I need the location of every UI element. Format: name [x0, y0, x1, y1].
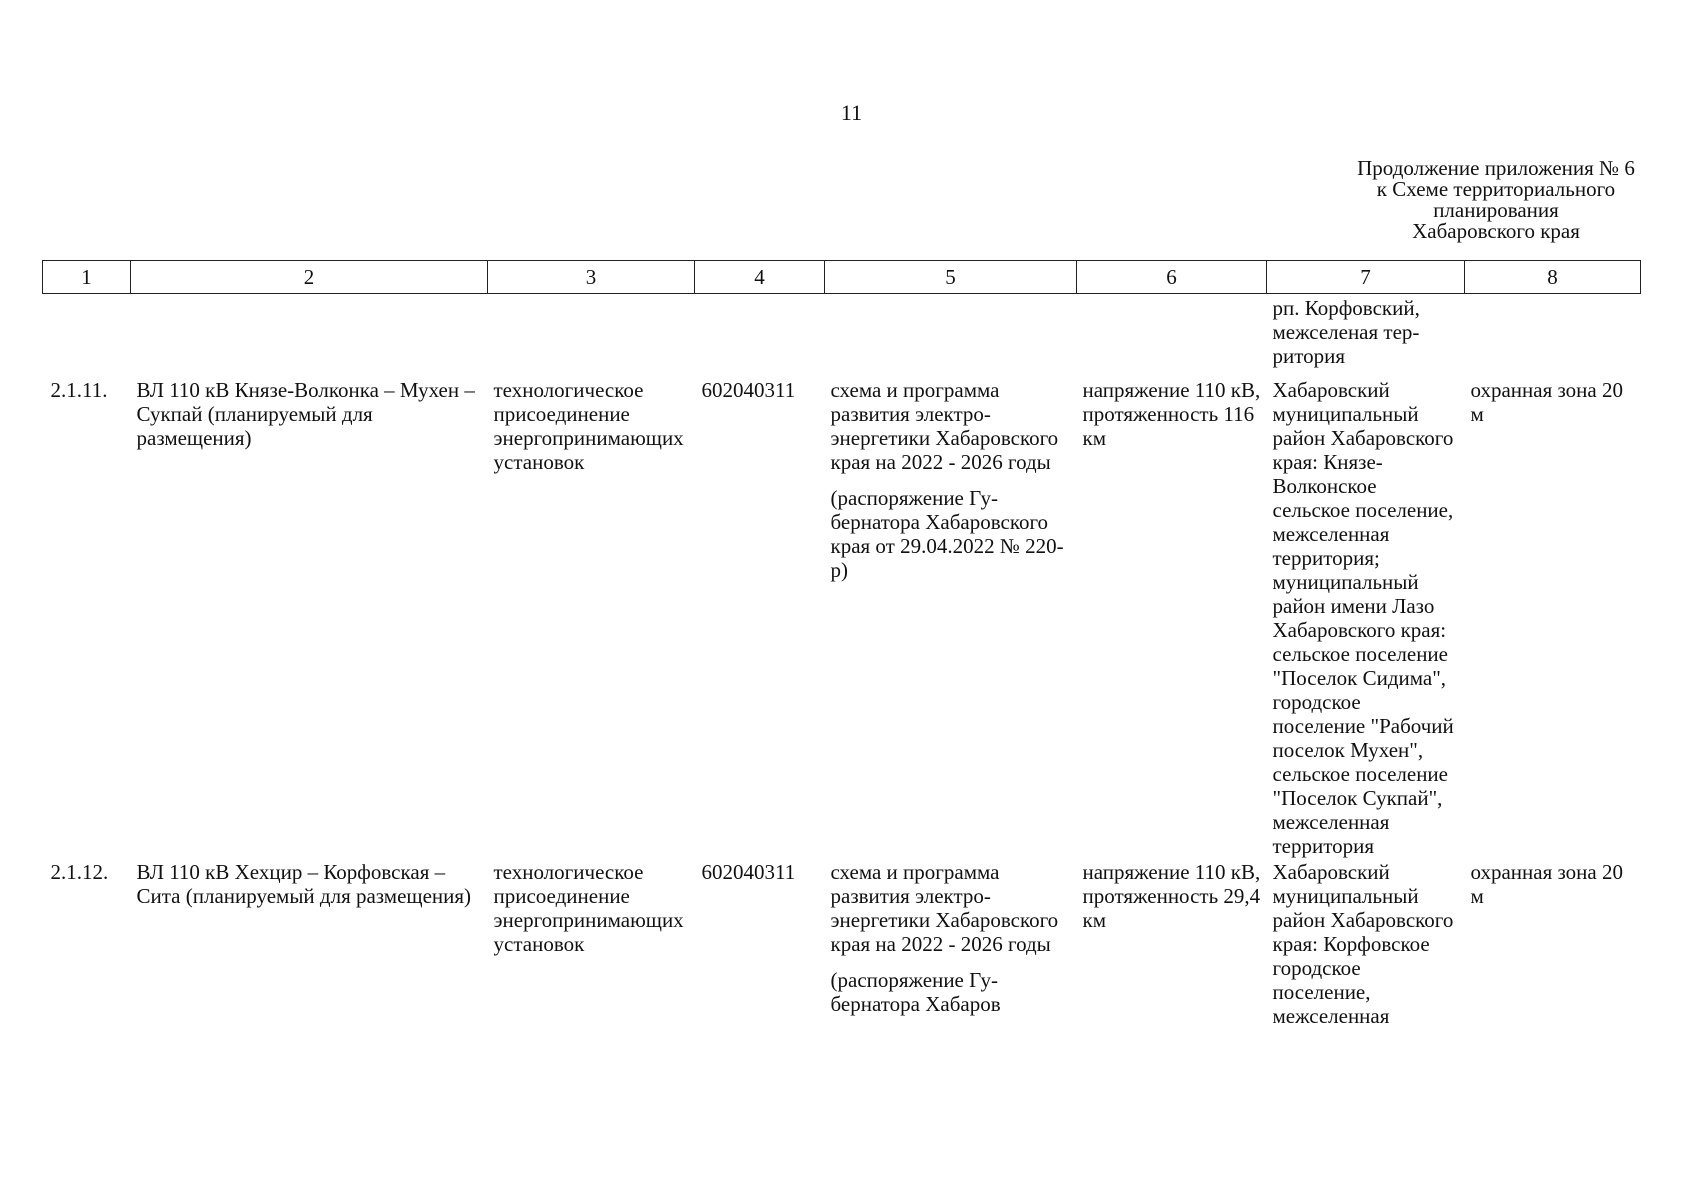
basis-cell — [825, 860, 1077, 1030]
appendix-note-line: Продолжение приложения № 6 — [1357, 156, 1635, 180]
column-header: 3 — [488, 261, 695, 294]
code-cell: 602040311 — [701, 860, 796, 884]
table-row — [43, 378, 1641, 860]
column-header: 8 — [1465, 261, 1641, 294]
column-header: 1 — [43, 261, 131, 294]
location-cell: Хабаровский муниципальный район Хабаровского края: Князе-Волконское сельское поселение, межселенная территория; муниципальный район имени Лазо Хабаровского края: сельское поселение "Поселок Сидима", городское поселение "Рабочий поселок Мухен", сельское поселение "Поселок Сукпай", межселенная территория — [1272, 378, 1454, 858]
zone-cell: охранная зона 20 м — [1470, 378, 1623, 426]
characteristics-cell: напряжение 110 кВ, протяженность 29,4 км — [1082, 860, 1261, 932]
basis-note: (распоряжение Губернатора Хабаров — [830, 968, 1001, 1016]
table-row — [43, 860, 1641, 1030]
location-cell: Хабаровский муниципальный район Хабаровского края: Корфовское городское поселение, межселенная — [1272, 860, 1454, 1028]
row-number: 2.1.12. — [50, 860, 109, 884]
zone-cell: охранная зона 20 м — [1470, 860, 1623, 908]
column-header: 4 — [695, 261, 825, 294]
basis-text: схема и программа развития электроэнергетики Хабаровского края на 2022 - 2026 годы — [830, 378, 1059, 474]
page-number: 11 — [840, 100, 863, 125]
header-row — [43, 261, 1641, 294]
column-header: 5 — [825, 261, 1077, 294]
object-name: ВЛ 110 кВ Князе-Волконка – Мухен – Сукпай (планируемый для размещения) — [136, 378, 475, 450]
basis-note: (распоряжение Губернатора Хабаровского края от 29.04.2022 № 220-р) — [830, 486, 1064, 582]
characteristics-cell: напряжение 110 кВ, протяженность 116 км — [1082, 378, 1261, 450]
column-header: 2 — [131, 261, 488, 294]
column-header: 7 — [1267, 261, 1465, 294]
basis-text: схема и программа развития электроэнергетики Хабаровского края на 2022 - 2026 годы — [830, 860, 1059, 956]
code-cell: 602040311 — [701, 378, 796, 402]
appendix-note-line: к Схеме территориального — [1376, 177, 1616, 201]
purpose-cell: технологическое присоединение энергопринимающих установок — [493, 860, 684, 956]
appendix-note — [1331, 158, 1661, 242]
location-cell: рп. Корфовский, межселеная территория — [1272, 296, 1420, 368]
object-name: ВЛ 110 кВ Хехцир – Корфовская – Сита (планируемый для размещения) — [136, 860, 472, 908]
basis-cell — [825, 378, 1077, 860]
data-table — [42, 260, 1641, 1030]
column-header: 6 — [1077, 261, 1267, 294]
purpose-cell: технологическое присоединение энергопринимающих установок — [493, 378, 684, 474]
continuation-row — [43, 294, 1641, 379]
appendix-note-line: Хабаровского края — [1412, 219, 1580, 243]
row-number: 2.1.11. — [50, 378, 108, 402]
appendix-note-line: планирования — [1433, 198, 1559, 222]
